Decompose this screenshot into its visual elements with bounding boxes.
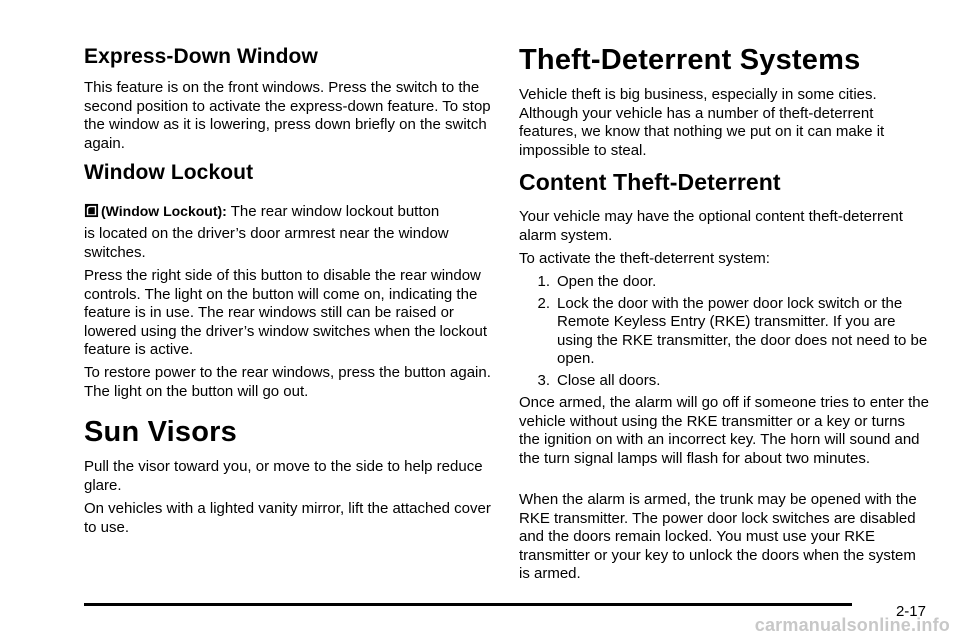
sun-visors-heading: Sun Visors (84, 416, 237, 448)
window-lockout-text2: Press the right side of this button to disable the rear window controls. The light on the button will come on, indicating the feature is in use. The rear windows still can be raised or lowered using the driver’s window switches when the lockout feature is active. (84, 267, 487, 358)
list-item: 2. Lock the door with the power door lock switch or the Remote Keyless Entry (RKE) transmitter. If you are using the RKE transmitter, the door does not need to be open. (537, 294, 928, 367)
watermark: carmanualsonline.info (754, 615, 950, 635)
window-lockout-text1: is located on the driver’s door armrest near the window switches. (84, 225, 449, 261)
theft-deterrent-text: Vehicle theft is big business, especially in some cities. Although your vehicle has a number of theft-deterrent features, we know that nothing we put on it can make it impossible to steal. (519, 86, 885, 159)
window-lockout-line1: The rear window lockout button (230, 203, 440, 220)
theft-deterrent-heading: Theft-Deterrent Systems (519, 44, 861, 76)
window-lockout-intro (84, 202, 439, 222)
page-number: 2-17 (895, 603, 926, 620)
list-item: 1. Open the door. (537, 273, 657, 290)
express-down-heading: Express-Down Window (84, 45, 318, 68)
content-theft-heading: Content Theft-Deterrent (519, 169, 781, 195)
window-lockout-icon (84, 203, 99, 218)
list-item: 3. Close all doors. (537, 371, 661, 389)
trunk-text: When the alarm is armed, the trunk may be opened with the RKE transmitter. The power door lock switches are disabled and the doors remain locked. You must use your RKE transmitter or your key to unlock the doors when the system is armed. (519, 491, 917, 582)
express-down-text: This feature is on the front windows. Press the switch to the second position to activate the express-down feature. To stop the window as it is lowering, press down briefly on the switch again. (84, 79, 491, 152)
window-lockout-text3: To restore power to the rear windows, press the button again. The light on the button will go out. (84, 364, 491, 400)
armed-text: Once armed, the alarm will go off if someone tries to enter the vehicle without using the RKE transmitter or a key or turns the ignition on with an incorrect key. The horn will sound and the turn signal lamps will flash for about two minutes. (519, 394, 929, 467)
footer-rule (84, 603, 852, 606)
content-theft-text2: To activate the theft-deterrent system: (519, 250, 770, 267)
window-lockout-label: (Window Lockout): (101, 203, 227, 219)
sun-visors-text1: Pull the visor toward you, or move to the side to help reduce glare. (84, 458, 483, 494)
window-lockout-heading: Window Lockout (84, 161, 254, 184)
content-theft-text1: Your vehicle may have the optional content theft-deterrent alarm system. (519, 208, 903, 244)
activation-steps (519, 273, 929, 393)
sun-visors-text2: On vehicles with a lighted vanity mirror, lift the attached cover to use. (84, 500, 491, 536)
